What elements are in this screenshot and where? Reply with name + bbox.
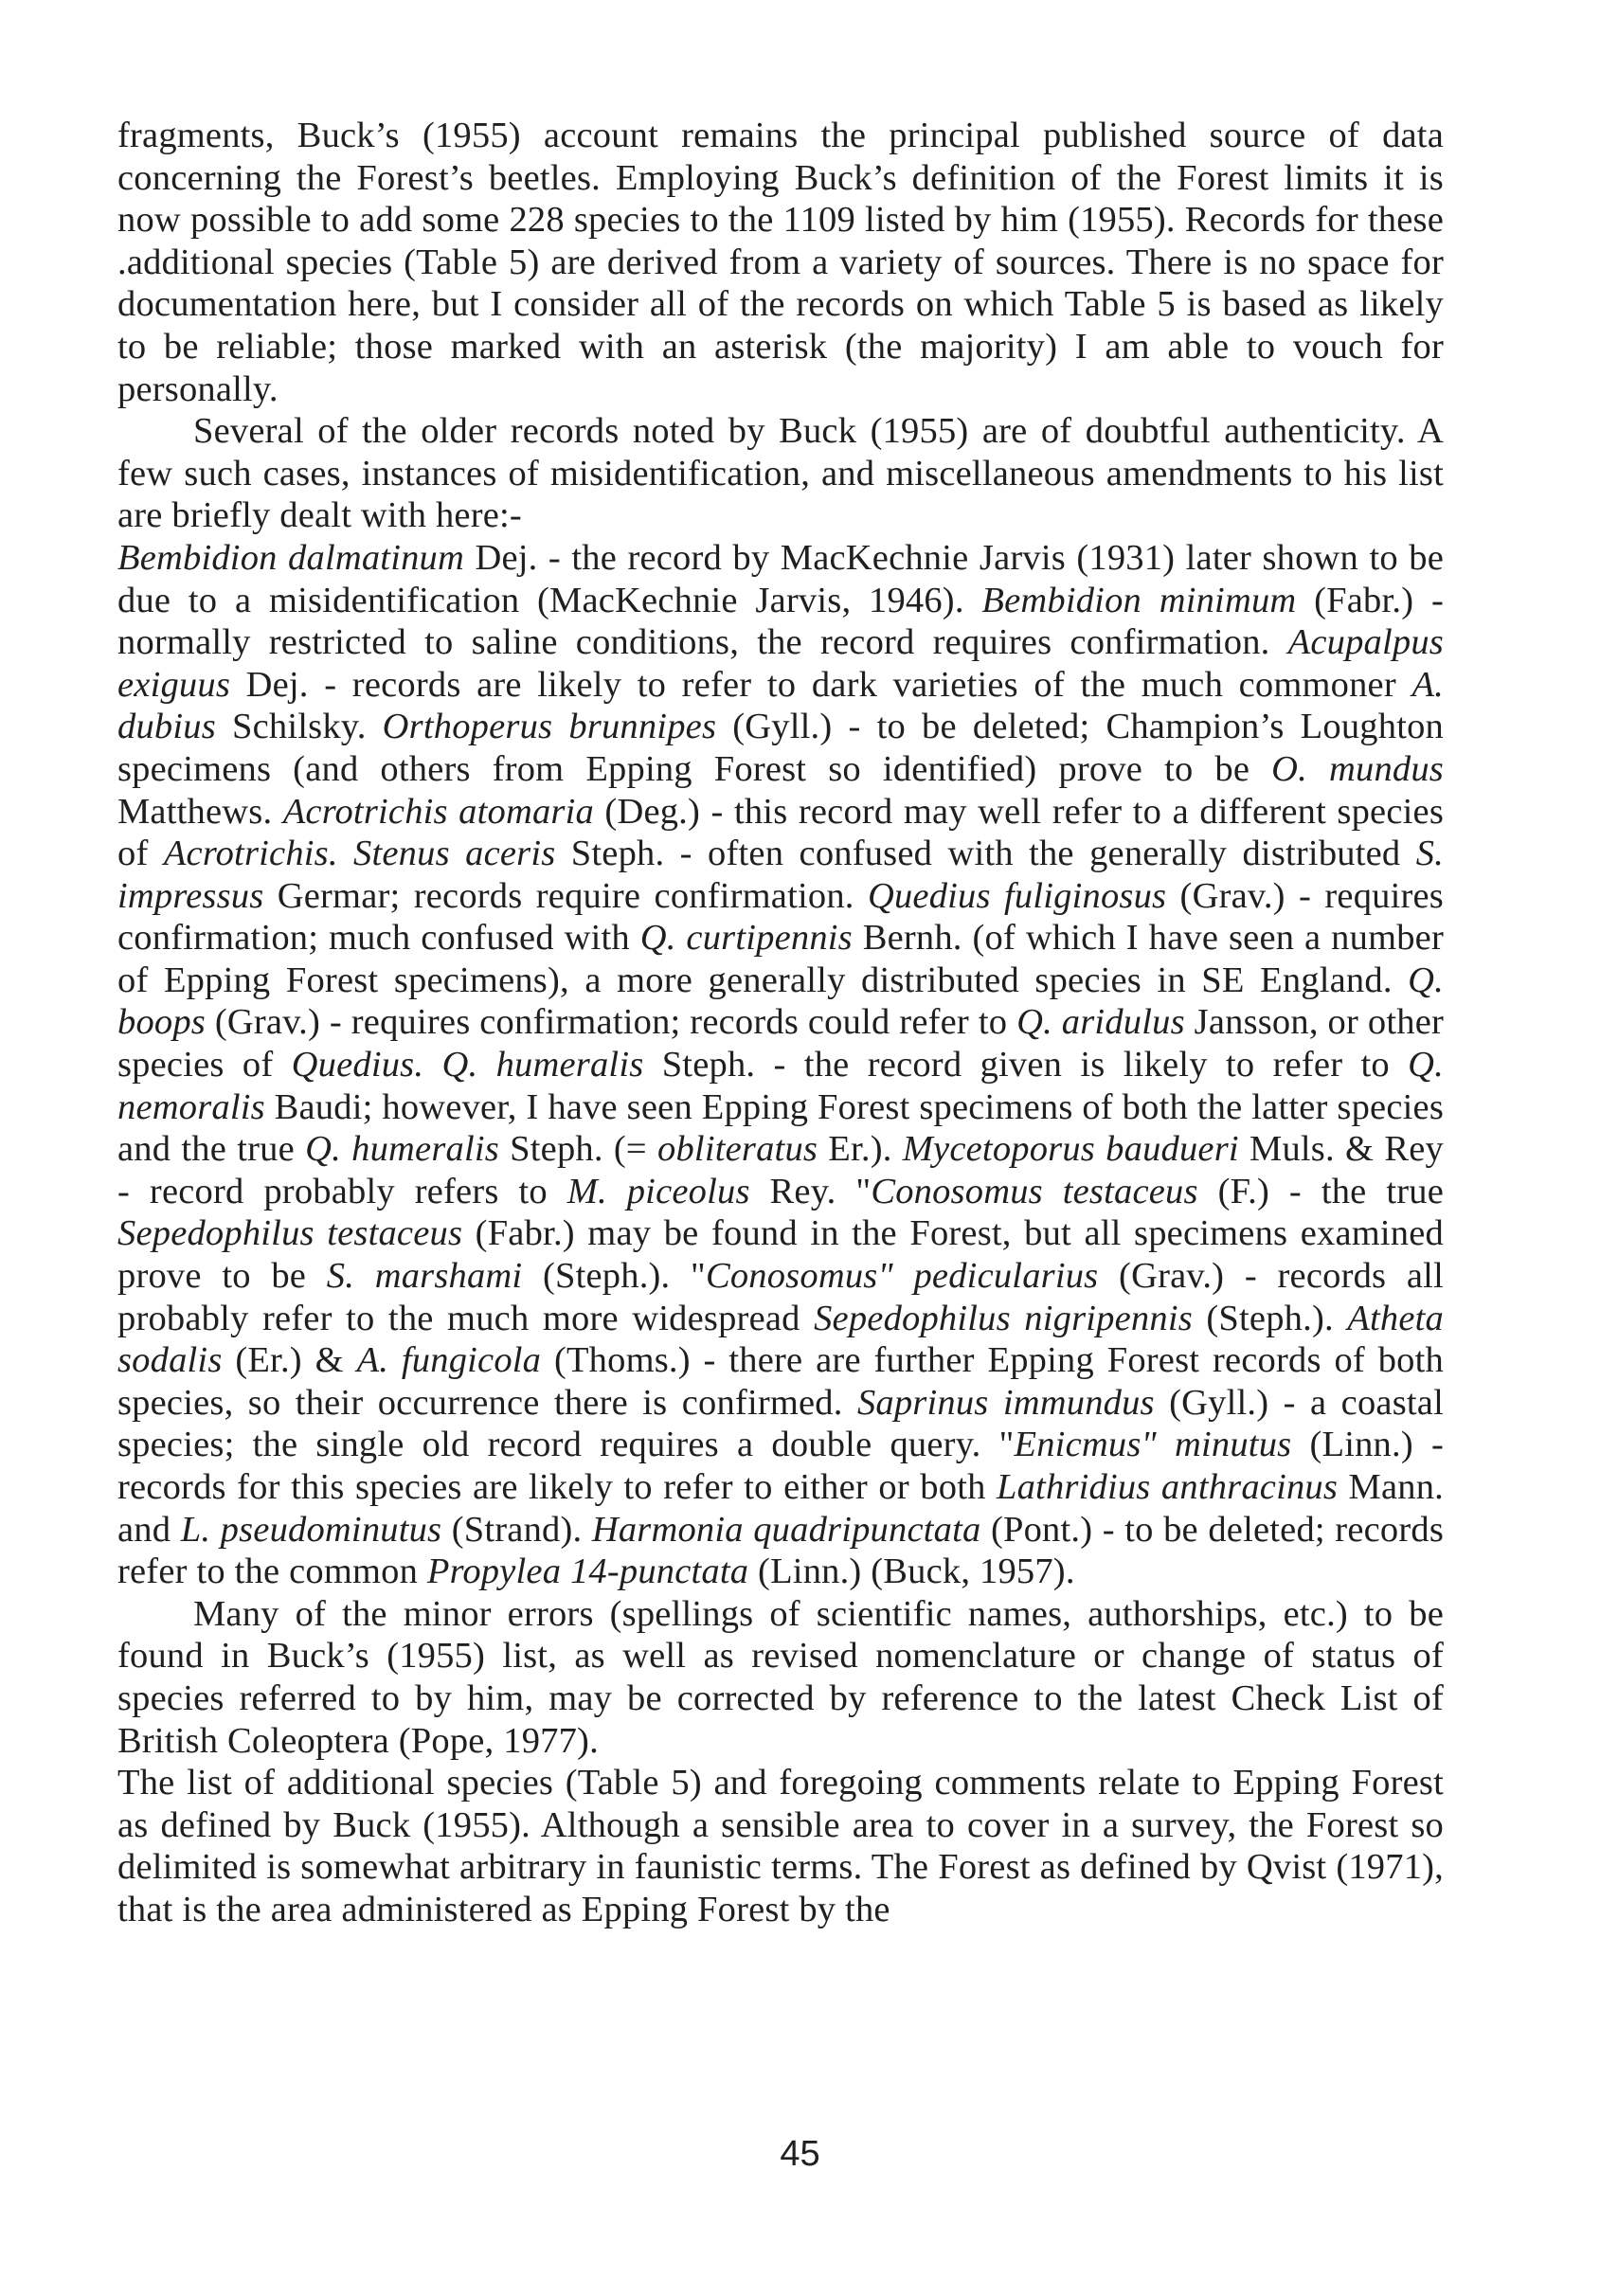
- text-run: Jansson, or other species of: [117, 1002, 1445, 1085]
- italic-run: Q. boops: [117, 960, 1444, 1043]
- italic-run: Conosomus" pedicularius: [705, 1256, 1099, 1297]
- italic-run: Atheta sodalis: [117, 1298, 1444, 1381]
- italic-run: obliteratus: [657, 1129, 818, 1170]
- italic-run: M. piceolus: [566, 1171, 750, 1211]
- text-run: Rey. ": [749, 1171, 872, 1211]
- text-run: Bernh. (of which I have seen a number of Epping Forest specimens), a more generally distributed species in SE England.: [117, 918, 1444, 1000]
- italic-run: Quedius fuliginosus: [867, 875, 1167, 916]
- italic-run: Orthoperus brunnipes: [382, 707, 717, 747]
- text-run: Muls. & Rey - record probably refers to: [117, 1129, 1444, 1211]
- text-run: (Er.) &: [222, 1340, 357, 1381]
- text-run: (Steph.). ": [522, 1256, 706, 1297]
- text-run: (Thoms.) - there are further Epping Forest records of both species, so their occurrence there is confirmed.: [117, 1340, 1444, 1423]
- italic-run: S. marshami: [326, 1256, 523, 1297]
- paragraph-minor-errors: [117, 1593, 1444, 1762]
- italic-run: Bembidion minimum: [981, 580, 1297, 620]
- italic-run: Mycetoporus baudueri: [902, 1129, 1239, 1170]
- text-run: (Gyll.) - to be deleted; Champion’s Loughton specimens (and others from Epping Forest so identified) prove to be: [117, 707, 1444, 789]
- text-run: Steph. - the record given is likely to refer to: [643, 1045, 1409, 1085]
- text-run: (Grav.) - requires confirmation; records could refer to: [205, 1002, 1017, 1043]
- italic-run: Q. curtipennis: [639, 918, 853, 959]
- page-number: 45: [780, 2134, 820, 2174]
- italic-run: A. fungicola: [356, 1340, 542, 1381]
- text-run: (Linn.) - records for this species are likely to refer to either or both: [117, 1425, 1445, 1507]
- italic-run: Q. aridulus: [1016, 1002, 1185, 1043]
- italic-run: L. pseudominutus: [180, 1509, 442, 1550]
- text-run: (Fabr.) - normally restricted to saline conditions, the record requires confirmation.: [117, 580, 1444, 663]
- text-run: (Gyll.) - a coastal species; the single old record requires a double query. ": [117, 1382, 1444, 1465]
- italic-run: Lathridius anthracinus: [997, 1467, 1339, 1507]
- italic-run: Stenus aceris: [353, 834, 556, 874]
- text-run: Steph. - often confused with the generally distributed: [555, 834, 1416, 874]
- text-run: Er.).: [818, 1129, 903, 1170]
- italic-run: Harmonia quadripunctata: [591, 1509, 981, 1550]
- paragraph-continued: [117, 115, 1444, 410]
- italic-run: Sepedophilus testaceus: [117, 1213, 463, 1254]
- text-run: Baudi; however, I have seen Epping Forest specimens of both the latter species and the true: [117, 1086, 1444, 1170]
- text-run: Germar; records require confirmation.: [263, 875, 868, 916]
- italic-run: Saprinus immundus: [856, 1382, 1155, 1423]
- text-run: (Linn.) (Buck, 1957).: [748, 1552, 1075, 1592]
- italic-run: A. dubius: [117, 664, 1444, 747]
- text-run: (Steph.).: [1192, 1298, 1348, 1338]
- italic-run: Acrotrichis.: [163, 834, 338, 874]
- text-run: Dej. - the record by MacKechnie Jarvis (1931) later shown to be due to a misidentification (MacKechnie Jarvis, 1946).: [117, 537, 1444, 620]
- text-run: (F.) - the true: [1197, 1171, 1445, 1211]
- italic-run: Propylea 14-punctata: [426, 1552, 749, 1592]
- text-run: (Pont.) - to be deleted; records refer to the common: [117, 1509, 1445, 1592]
- text-run: Schilsky.: [215, 707, 383, 747]
- text-run: Matthews.: [117, 791, 283, 832]
- text-run: Several of the older records noted by Buck (1955) are of doubtful authenticity. A few such cases, instances of misidentification, and miscellaneous amendments to his list are briefly dealt with here:-: [117, 411, 1444, 536]
- text-run: The list of additional species (Table 5) and foregoing comments relate to Epping Forest as defined by Buck (1955). Although a sensible area to cover in a survey, the Forest so delimited is somewhat arbitrary in faunistic terms. The Forest as defined by Qvist (1971), that is the area administered as Epping Forest by the: [117, 1763, 1444, 1929]
- paragraph-older-records: [117, 410, 1444, 537]
- text-run: Mann. and: [117, 1467, 1444, 1550]
- text-run: fragments, Buck’s (1955) account remains the principal published source of data concerning the Forest’s beetles. Employing Buck’s definition of the Forest limits it is now possible to add some 228 species to the 1109 listed by him (1955). Records for these .additional species (Table 5) are derived from a variety of sources. There is no space for documentation here, but I consider all of the records on which Table 5 is based as likely to be reliable; those marked with an asterisk (the majority) I am able to vouch for personally.: [117, 116, 1444, 409]
- text-run: (Grav.) - requires confirmation; much confused with: [117, 875, 1444, 959]
- italic-run: Q. humeralis: [305, 1129, 499, 1170]
- text-run: (Fabr.) may be found in the Forest, but all specimens examined prove to be: [117, 1213, 1445, 1297]
- italic-run: S. impressus: [117, 834, 1444, 916]
- italic-run: Enicmus" minutus: [1014, 1425, 1292, 1465]
- italic-run: Acupalpus exiguus: [117, 622, 1444, 705]
- italic-run: Conosomus testaceus: [871, 1171, 1198, 1211]
- text-run: (Strand).: [441, 1509, 592, 1550]
- text-run: Many of the minor errors (spellings of scientific names, authorships, etc.) to be found in Buck’s (1955) list, as well as revised nomenclature or change of status of species referred to by him, may be corrected by reference to the latest Check List of British Coleoptera (Pope, 1977).: [117, 1593, 1444, 1761]
- text-run: [338, 834, 353, 873]
- italic-run: Acrotrichis atomaria: [282, 791, 594, 832]
- paragraph-additional-species: [117, 1762, 1444, 1930]
- text-run: Dej. - records are likely to refer to dark varieties of the much commoner: [230, 664, 1412, 705]
- text-run: Steph. (=: [498, 1129, 658, 1170]
- italic-run: Sepedophilus nigripennis: [814, 1298, 1193, 1338]
- body-text: [117, 115, 1444, 1931]
- text-run: (Grav.) - records all probably refer to the much more widespread: [117, 1256, 1444, 1338]
- italic-run: Quedius. Q. humeralis: [291, 1045, 644, 1085]
- italic-run: Bembidion dalmatinum: [117, 537, 464, 578]
- italic-run: Q. nemoralis: [117, 1045, 1444, 1127]
- paragraph-species-notes: [117, 537, 1444, 1593]
- italic-run: O. mundus: [1271, 748, 1444, 789]
- text-run: (Deg.) - this record may well refer to a different species of: [117, 791, 1444, 874]
